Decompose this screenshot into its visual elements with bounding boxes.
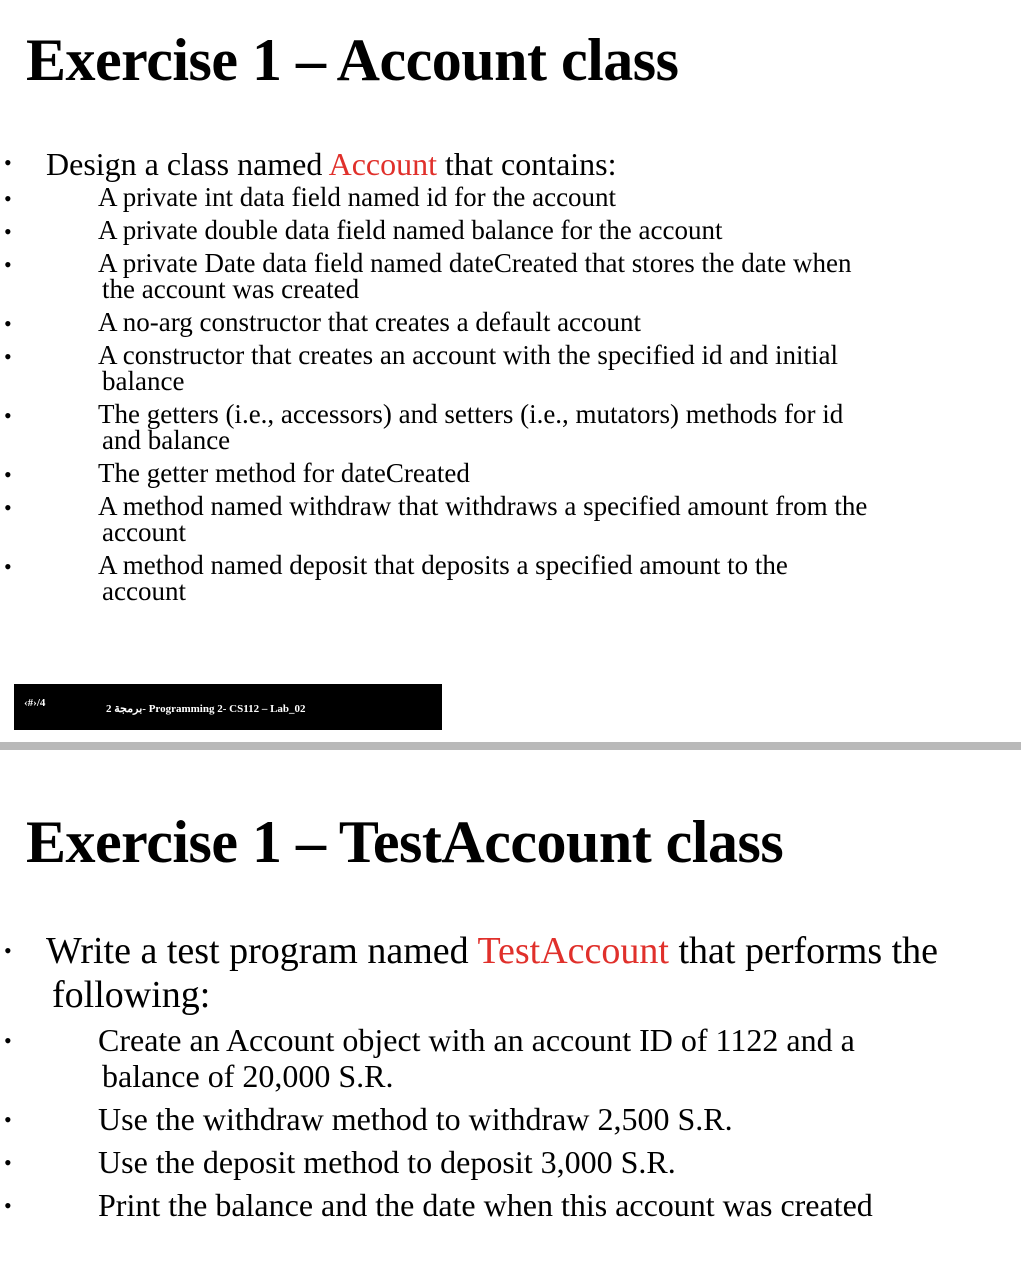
page-number: ‹#›/4: [24, 697, 46, 709]
bullet: •: [4, 1150, 12, 1175]
list-item: A method named deposit that deposits a specified amount to the: [98, 550, 788, 580]
bullet: •: [4, 1107, 12, 1132]
class-name-highlight: TestAccount: [477, 930, 669, 972]
intro-text: Design a class named Account that contains:: [46, 146, 617, 182]
bullet: •: [4, 311, 12, 336]
bullet: •: [4, 1028, 12, 1053]
bullet: •: [4, 186, 12, 211]
slide-testaccount-class: [0, 750, 1021, 1280]
list-item: Print the balance and the date when this account was created: [98, 1187, 873, 1223]
list-item-continued: balance: [102, 366, 185, 396]
list-item: Use the deposit method to deposit 3,000 S.R.: [98, 1144, 676, 1180]
slide-footer: [14, 684, 442, 730]
bullet: •: [4, 938, 12, 963]
slide-title: Exercise 1 – Account class: [26, 27, 679, 93]
course-label: 2 برمجة- Programming 2- CS112 – Lab_02: [106, 703, 306, 715]
list-item: The getter method for dateCreated: [98, 458, 470, 488]
bullet: •: [4, 462, 12, 487]
list-item: A private double data field named balance for the account: [98, 215, 723, 245]
list-item: Use the withdraw method to withdraw 2,500 S.R.: [98, 1101, 733, 1137]
list-item-continued: balance of 20,000 S.R.: [102, 1058, 394, 1094]
bullet: •: [4, 219, 12, 244]
list-item: A no-arg constructor that creates a default account: [98, 307, 642, 337]
list-item: A private int data field named id for the account: [98, 182, 617, 212]
list-item-continued: the account was created: [102, 274, 360, 304]
class-name-highlight: Account: [328, 146, 437, 182]
slide-title: Exercise 1 – TestAccount class: [26, 809, 784, 875]
list-item: A method named withdraw that withdraws a specified amount from the: [98, 491, 868, 521]
bullet: •: [4, 495, 12, 520]
bullet: •: [4, 344, 12, 369]
list-item-continued: account: [102, 576, 186, 606]
list-item: Create an Account object with an account ID of 1122 and a: [98, 1022, 855, 1058]
list-item: A constructor that creates an account with the specified id and initial: [98, 340, 838, 370]
bullet: •: [4, 252, 12, 277]
bullet: •: [4, 554, 12, 579]
bullet: •: [4, 403, 12, 428]
list-item: The getters (i.e., accessors) and setters (i.e., mutators) methods for id: [98, 399, 844, 429]
list-item: A private Date data field named dateCreated that stores the date when: [98, 248, 852, 278]
list-item-continued: account: [102, 517, 186, 547]
intro-text: Write a test program named TestAccount that performs the: [46, 930, 939, 972]
intro-text-continued: following:: [52, 974, 211, 1016]
list-item-continued: and balance: [102, 425, 231, 455]
bullet: •: [4, 150, 12, 175]
bullet: •: [4, 1193, 12, 1218]
slide-divider: [0, 742, 1021, 750]
